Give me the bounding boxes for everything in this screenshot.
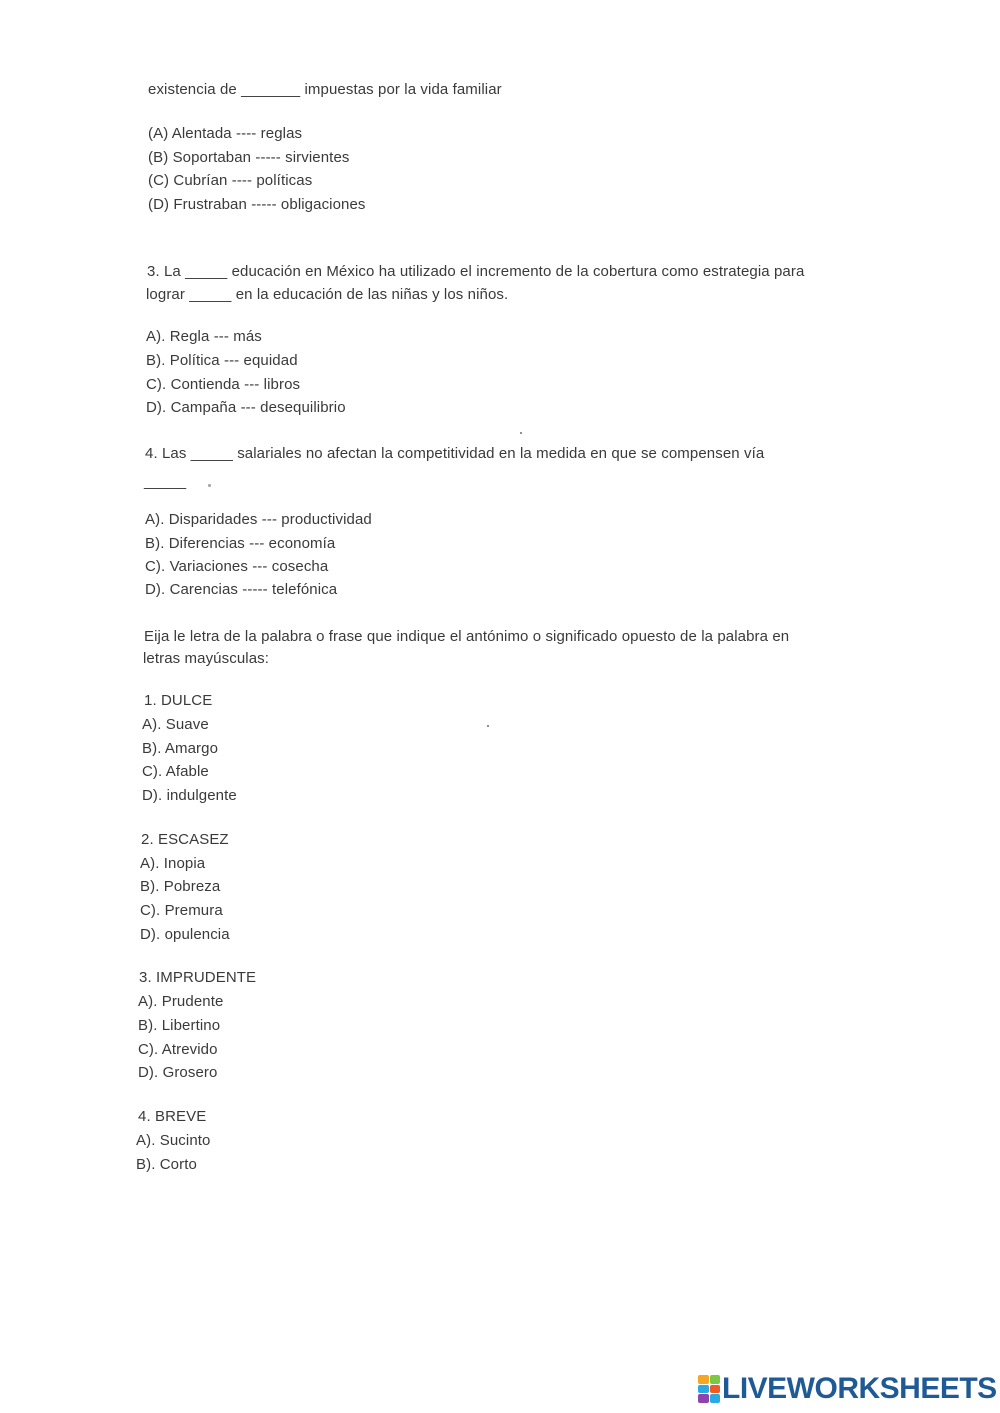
liveworksheets-logo[interactable]	[698, 1371, 997, 1407]
liveworksheets-logo-icon	[698, 1375, 720, 1403]
antonym-2-title: 2. ESCASEZ	[141, 831, 229, 848]
question-2-option-c: (C) Cubrían ---- políticas	[148, 172, 313, 189]
liveworksheets-logo-text: LIVEWORKSHEETS	[722, 1372, 997, 1405]
scan-speck	[520, 432, 522, 434]
antonym-4-title: 4. BREVE	[138, 1108, 207, 1125]
question-3-option-a: A). Regla --- más	[146, 328, 262, 345]
question-2-option-d: (D) Frustraban ----- obligaciones	[148, 196, 366, 213]
question-3-text-line-1: 3. La _____ educación en México ha utilizado el incremento de la cobertura como estrategia para	[147, 263, 805, 280]
question-4-option-c: C). Variaciones --- cosecha	[145, 558, 329, 575]
antonym-3-option-c: C). Atrevido	[138, 1041, 218, 1058]
antonym-3-option-d: D). Grosero	[138, 1064, 218, 1081]
antonym-3-option-b: B). Libertino	[138, 1017, 221, 1034]
question-4-text-line-1: 4. Las _____ salariales no afectan la competitividad en la medida en que se compensen vía	[145, 445, 765, 462]
antonym-3-title: 3. IMPRUDENTE	[139, 969, 257, 986]
question-3-text-line-2: lograr _____ en la educación de las niñas y los niños.	[146, 286, 509, 303]
antonym-1-option-b: B). Amargo	[142, 740, 219, 757]
antonym-1-option-d: D). indulgente	[142, 787, 237, 804]
antonym-2-option-a: A). Inopia	[140, 855, 206, 872]
question-2-option-a: (A) Alentada ---- reglas	[148, 125, 303, 142]
antonym-1-option-c: C). Afable	[142, 763, 209, 780]
question-3-option-d: D). Campaña --- desequilibrio	[146, 399, 346, 416]
question-4-option-b: B). Diferencias --- economía	[145, 535, 336, 552]
question-2-text: existencia de _______ impuestas por la vida familiar	[148, 81, 502, 98]
antonym-3-option-a: A). Prudente	[138, 993, 224, 1010]
antonym-instructions-line-1: Eija le letra de la palabra o frase que indique el antónimo o significado opuesto de la palabra en	[144, 628, 790, 645]
question-4-text-line-2: _____	[144, 473, 187, 490]
antonym-4-option-a: A). Sucinto	[136, 1132, 211, 1149]
question-3-option-c: C). Contienda --- libros	[146, 376, 301, 393]
question-4-option-a: A). Disparidades --- productividad	[145, 511, 372, 528]
question-3-option-b: B). Política --- equidad	[146, 352, 298, 369]
antonym-2-option-c: C). Premura	[140, 902, 223, 919]
antonym-instructions-line-2: letras mayúsculas:	[143, 650, 270, 667]
antonym-2-option-d: D). opulencia	[140, 926, 230, 943]
question-2-option-b: (B) Soportaban ----- sirvientes	[148, 149, 350, 166]
antonym-4-option-b: B). Corto	[136, 1156, 197, 1173]
antonym-1-option-a: A). Suave	[142, 716, 209, 733]
scan-speck	[487, 725, 489, 727]
antonym-1-title: 1. DULCE	[144, 692, 213, 709]
question-4-option-d: D). Carencias ----- telefónica	[145, 581, 338, 598]
scan-speck	[208, 484, 211, 487]
antonym-2-option-b: B). Pobreza	[140, 878, 221, 895]
